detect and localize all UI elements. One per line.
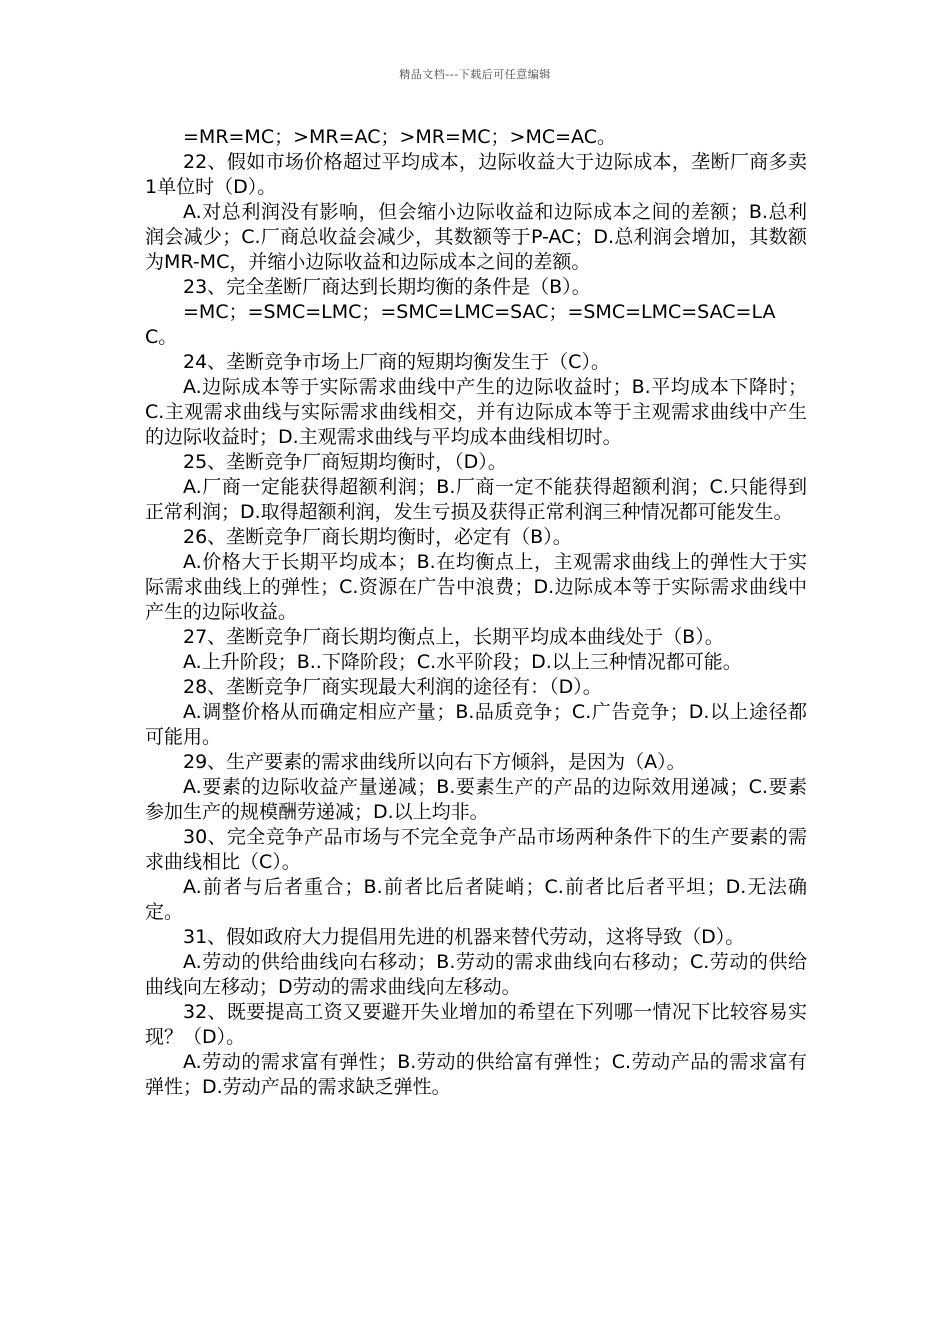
- question-25: 25、垄断竞争厂商短期均衡时，（D）。: [183, 451, 507, 473]
- options-32: A.劳动的需求富有弹性；B.劳动的供给富有弹性；C.劳动产品的需求富有弹性；D.劳动产品的需求缺乏弹性。: [145, 1051, 807, 1098]
- question-30: 30、完全竞争产品市场与不完全竞争产品市场两种条件下的生产要素的需求曲线相比（C）。: [145, 826, 807, 873]
- question-22: 22、假如市场价格超过平均成本，边际收益大于边际成本，垄断厂商多卖1单位时（D）。: [145, 151, 807, 198]
- document-body: [145, 125, 807, 1100]
- page-header: 精品文档---下载后可任意编辑: [399, 68, 551, 81]
- question-23: 23、完全垄断厂商达到长期均衡的条件是（B）。: [183, 276, 591, 298]
- question-27: 27、垄断竞争厂商长期均衡点上，长期平均成本曲线处于（B）。: [183, 626, 724, 648]
- options-30: A.前者与后者重合；B.前者比后者陡峭；C.前者比后者平坦；D.无法确定。: [145, 876, 807, 923]
- options-25: A.厂商一定能获得超额利润；B.厂商一定不能获得超额利润；C.只能得到正常利润；D.取得超额利润，发生亏损及获得正常利润三种情况都可能发生。: [145, 476, 807, 523]
- options-23: =MC；=SMC=LMC；=SMC=LMC=SAC；=SMC=LMC=SAC=LAC。: [145, 301, 776, 348]
- question-31: 31、假如政府大力提倡用先进的机器来替代劳动，这将导致（D）。: [183, 926, 745, 948]
- question-29: 29、生产要素的需求曲线所以向右下方倾斜，是因为（A）。: [183, 751, 686, 773]
- options-29: A.要素的边际收益产量递减；B.要素生产的产品的边际效用递减；C.要素参加生产的规模酬劳递减；D.以上均非。: [145, 776, 807, 823]
- options-28: A.调整价格从而确定相应产量；B.品质竞争；C.广告竞争；D.以上途径都可能用。: [145, 701, 807, 748]
- paragraph-fragment: =MR=MC；>MR=AC；>MR=MC；>MC=AC。: [183, 126, 616, 148]
- question-32: 32、既要提高工资又要避开失业增加的希望在下列哪一情况下比较容易实现？（D）。: [145, 1001, 807, 1048]
- options-31: A.劳动的供给曲线向右移动；B.劳动的需求曲线向右移动；C.劳动的供给曲线向左移动；D劳动的需求曲线向左移动。: [145, 951, 807, 998]
- question-26: 26、垄断竞争厂商长期均衡时，必定有（B）。: [183, 526, 572, 548]
- options-24: A.边际成本等于实际需求曲线中产生的边际收益时；B.平均成本下降时；C.主观需求曲线与实际需求曲线相交，并有边际成本等于主观需求曲线中产生的边际收益时；D.主观需求曲线与平均成本曲线相切时。: [145, 376, 807, 448]
- question-24: 24、垄断竞争市场上厂商的短期均衡发生于（C）。: [183, 351, 610, 373]
- options-26: A.价格大于长期平均成本；B.在均衡点上，主观需求曲线上的弹性大于实际需求曲线上的弹性；C.资源在广告中浪费；D.边际成本等于实际需求曲线中产生的边际收益。: [145, 551, 807, 623]
- options-22: A.对总利润没有影响，但会缩小边际收益和边际成本之间的差额；B.总利润会减少；C.厂商总收益会减少，其数额等于P-AC；D.总利润会增加，其数额为MR-MC，并缩小边际收益和边际成本之间的差额。: [145, 201, 807, 273]
- question-28: 28、垄断竞争厂商实现最大利润的途径有：（D）。: [183, 676, 602, 698]
- options-27: A.上升阶段；B..下降阶段；C.水平阶段；D.以上三种情况都可能。: [183, 651, 742, 673]
